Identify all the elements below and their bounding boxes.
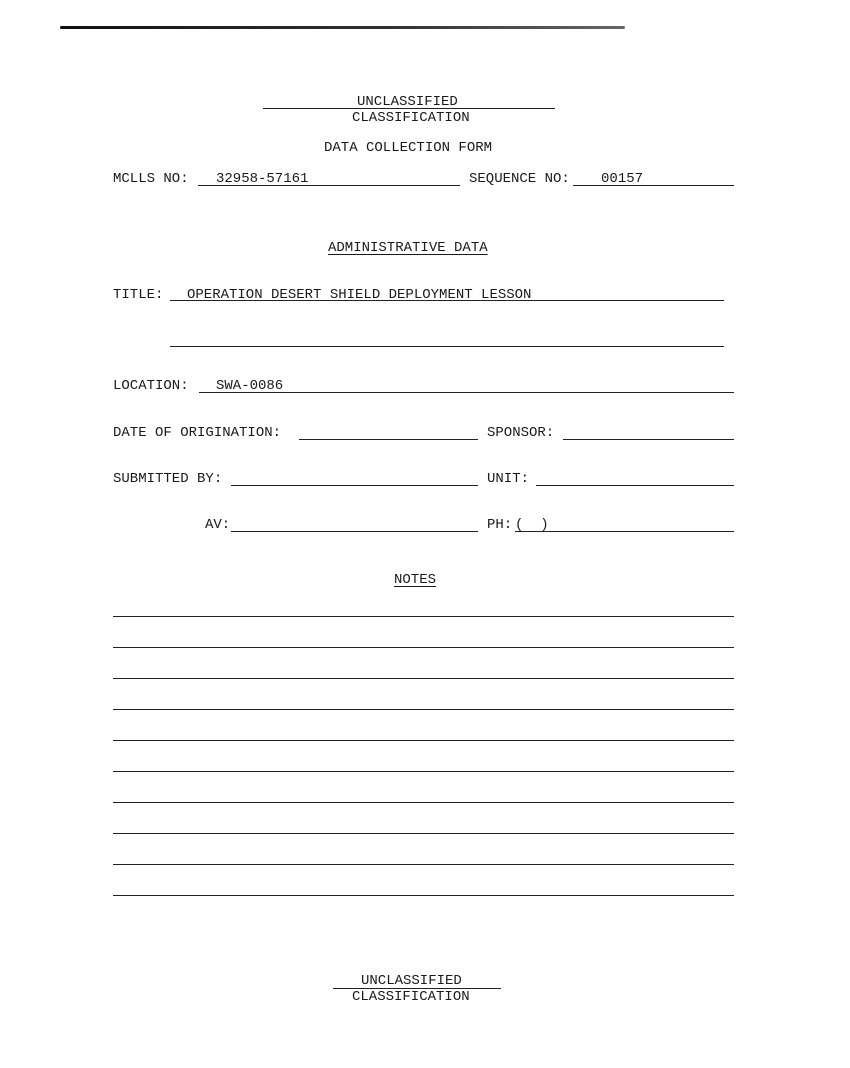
title-field-line-2: [170, 346, 724, 347]
date-of-origination-field[interactable]: [299, 439, 478, 440]
av-label: AV:: [205, 517, 231, 533]
notes-line[interactable]: [113, 647, 734, 648]
sequence-field-line: [573, 185, 734, 186]
administrative-data-heading: ADMINISTRATIVE DATA: [328, 240, 488, 256]
form-title: DATA COLLECTION FORM: [324, 140, 493, 156]
av-field[interactable]: [231, 531, 478, 532]
notes-heading: NOTES: [394, 572, 437, 588]
unit-field[interactable]: [536, 485, 734, 486]
ph-label: PH:: [487, 517, 513, 533]
submitted-by-label: SUBMITTED BY:: [113, 471, 223, 487]
header-classification-label: CLASSIFICATION: [352, 110, 470, 126]
location-value[interactable]: SWA-0086: [216, 378, 284, 394]
date-of-origination-label: DATE OF ORIGINATION:: [113, 425, 282, 441]
header-classification-value: UNCLASSIFIED: [357, 94, 458, 110]
header-classification-underline: [263, 108, 555, 109]
notes-line[interactable]: [113, 709, 734, 710]
notes-line[interactable]: [113, 864, 734, 865]
notes-line[interactable]: [113, 740, 734, 741]
sponsor-field[interactable]: [563, 439, 734, 440]
submitted-by-field[interactable]: [231, 485, 478, 486]
footer-classification-value: UNCLASSIFIED: [361, 973, 462, 989]
ph-value[interactable]: ( ): [515, 517, 549, 533]
title-value[interactable]: OPERATION DESERT SHIELD DEPLOYMENT LESSON: [187, 287, 532, 303]
location-label: LOCATION:: [113, 378, 189, 394]
notes-line[interactable]: [113, 771, 734, 772]
mclls-label: MCLLS NO:: [113, 171, 189, 187]
notes-line[interactable]: [113, 616, 734, 617]
sequence-value[interactable]: 00157: [601, 171, 644, 187]
sequence-label: SEQUENCE NO:: [469, 171, 570, 187]
scan-edge-bar: [60, 26, 625, 29]
notes-line[interactable]: [113, 678, 734, 679]
notes-line[interactable]: [113, 895, 734, 896]
notes-line[interactable]: [113, 802, 734, 803]
mclls-value[interactable]: 32958-57161: [216, 171, 309, 187]
sponsor-label: SPONSOR:: [487, 425, 555, 441]
notes-line[interactable]: [113, 833, 734, 834]
footer-classification-label: CLASSIFICATION: [352, 989, 470, 1005]
title-label: TITLE:: [113, 287, 164, 303]
unit-label: UNIT:: [487, 471, 530, 487]
